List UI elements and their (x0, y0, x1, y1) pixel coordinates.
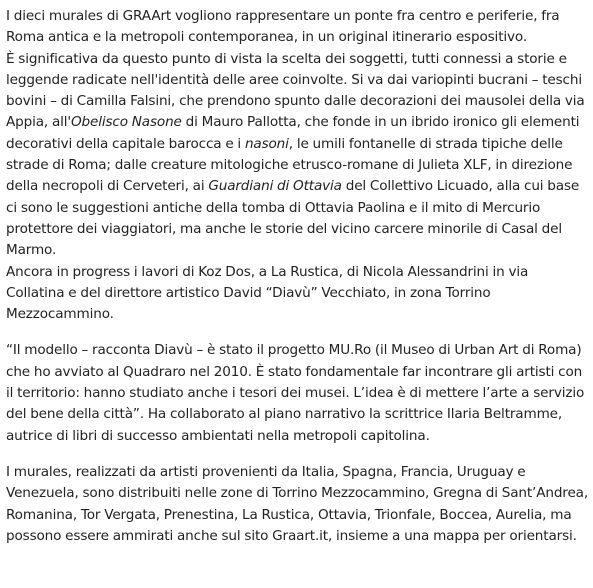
in-progress-sentence: Ancora in progress i lavori di Koz Dos, a La Rustica, di Nicola Alessandrini in via Collatina e del direttore artistico David “Diavù” Vecchiato, in zona Torrino Mezzocammino. (6, 263, 529, 323)
nasoni-term: nasoni (244, 135, 289, 152)
subjects-text-a: È significativa da questo punto di vista la scelta dei soggetti, tutti connessi a storie e leggende radicate nell'identità delle aree coinvolte. Si va dai variopinti bucrani – teschi bovini – di Camilla Falsini, che prendono spunto dalle decorazioni dei mausolei della via Appia, all' (6, 50, 585, 131)
subjects-text-d: del Collettivo Licuado, alla cui base ci sono le suggestioni antiche della tomba di Ottavia Paolina e il mito di Mercurio protettore dei viaggiatori, ma anche le storie del vicino carcere minorile di Casal del Marmo. (6, 178, 580, 259)
obelisco-nasone-title: Obelisco Nasone (70, 114, 182, 131)
subjects-text-c: , le umili fontanelle di strada tipiche delle strade di Roma; dalle creature mitologiche etrusco-romane di Julieta XLF, in direzione della necropoli di Cerveteri, ai (6, 135, 573, 195)
paragraph-intro (6, 6, 589, 325)
paragraph-locations: I murales, realizzati da artisti provenienti da Italia, Spagna, Francia, Uruguay e Venezuela, sono distribuiti nelle zone di Torrino Mezzocammino, Gregna di Sant’Andrea, Romanina, Tor Vergata, Prenestina, La Rustica, Ottavia, Trionfale, Boccea, Aurelia, ma possono essere ammirati anche sul sito Graart.it, insieme a una mappa per orientarsi. (6, 463, 589, 544)
guardiani-di-ottavia-title: Guardiani di Ottavia (208, 178, 342, 195)
intro-sentence: I dieci murales di GRAArt vogliono rappresentare un ponte fra centro e periferie, fra Roma antica e la metropoli contemporanea, in un original itinerario espositivo. (6, 8, 560, 46)
paragraph-quote: “Il modello – racconta Diavù – è stato il progetto MU.Ro (il Museo di Urban Art di Roma) che ho avviato al Quadraro nel 2010. È stato fondamentale far incontrare gli artisti con il territorio: hanno studiato anche i tesori dei musei. L’idea è di mettere l’arte a servizio del bene della città”. Ha collaborato al piano narrativo la scrittrice Ilaria Beltramme, autrice di libri di successo ambientati nella metropoli capitolina. (6, 342, 585, 444)
subjects-sentence (6, 49, 589, 262)
subjects-text-b: di Mauro Pallotta, che fonde in un ibrido ironico gli elementi decorativi della capitale barocca e i (6, 114, 580, 152)
